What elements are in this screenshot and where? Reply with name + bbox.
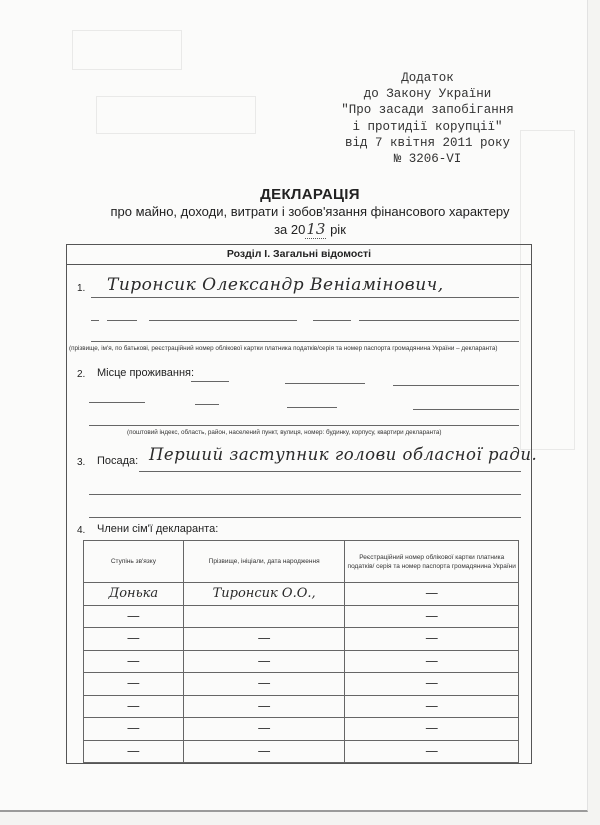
- position-label: Посада:: [97, 455, 139, 467]
- tax-id-cell: —: [345, 650, 519, 673]
- table-row: [84, 583, 519, 606]
- tax-id-cell: —: [345, 605, 519, 628]
- relation-cell: —: [84, 718, 184, 741]
- residence-field[interactable]: [287, 407, 337, 408]
- appendix-line: до Закону України: [363, 87, 492, 102]
- residence-label: Місце проживання:: [97, 367, 195, 379]
- declarant-name-field: Тиронсик Олександр Веніамінович,: [107, 275, 444, 295]
- relation-cell: —: [84, 740, 184, 763]
- relation-cell: —: [84, 650, 184, 673]
- document-subtitle: про майно, доходи, витрати і зобов'язання фінансового характеру: [110, 204, 510, 219]
- residence-field[interactable]: [413, 409, 519, 410]
- name-cell: Тиронсик О.О.,: [183, 583, 345, 606]
- law-appendix-header: [320, 70, 535, 167]
- table-row: [84, 650, 519, 673]
- family-members-table: [83, 540, 519, 763]
- item-number: 4.: [77, 525, 86, 536]
- residence-field[interactable]: [285, 383, 365, 384]
- item-number: 2.: [77, 369, 86, 380]
- item2-caption: (поштовий індекс, область, район, населений пункт, вулиця, номер: будинку, корпусу, квартири декларанта): [127, 429, 442, 436]
- document-title: ДЕКЛАРАЦІЯ: [260, 186, 360, 203]
- fill-line: [91, 297, 519, 298]
- table-row: [84, 740, 519, 763]
- name-cell: [183, 605, 345, 628]
- item-number: 1.: [77, 283, 86, 294]
- fill-line: [149, 320, 297, 321]
- declaration-year: [60, 220, 560, 238]
- name-cell: —: [183, 673, 345, 696]
- item-number: 3.: [77, 457, 86, 468]
- family-members-label: Члени сім'ї декларанта:: [97, 523, 219, 535]
- fill-line: [139, 471, 521, 472]
- relation-cell: —: [84, 695, 184, 718]
- appendix-line: від 7 квітня 2011 року: [344, 135, 511, 150]
- year-prefix: за 20: [274, 222, 306, 237]
- bleed-through-box: [96, 96, 256, 134]
- fill-line: [91, 341, 519, 342]
- section-heading: Розділ І. Загальні відомості: [67, 245, 531, 265]
- table-row: [84, 695, 519, 718]
- name-cell: —: [183, 718, 345, 741]
- appendix-line: "Про засади запобігання: [341, 103, 514, 118]
- table-row: [84, 718, 519, 741]
- relation-cell: Донька: [84, 583, 184, 606]
- residence-field[interactable]: [195, 404, 219, 405]
- fill-line: [89, 494, 521, 495]
- appendix-line: № 3206-VI: [393, 152, 462, 167]
- residence-field[interactable]: [393, 385, 519, 386]
- name-cell: —: [183, 650, 345, 673]
- name-cell: —: [183, 628, 345, 651]
- name-cell: —: [183, 740, 345, 763]
- fill-line: [89, 517, 521, 518]
- residence-field[interactable]: [191, 381, 229, 382]
- name-cell: —: [183, 695, 345, 718]
- table-row: [84, 605, 519, 628]
- residence-field[interactable]: [89, 402, 145, 403]
- year-suffix: рік: [330, 222, 346, 237]
- declaration-title-block: [60, 186, 560, 238]
- relation-cell: —: [84, 628, 184, 651]
- fill-line: [313, 320, 351, 321]
- relation-cell: —: [84, 605, 184, 628]
- fill-line: [359, 320, 519, 321]
- appendix-line: і протидії корупції": [352, 119, 503, 134]
- bleed-through-box: [72, 30, 182, 70]
- tax-id-cell: —: [345, 695, 519, 718]
- tax-id-cell: —: [345, 718, 519, 741]
- table-row: [84, 673, 519, 696]
- column-header-name: Прізвище, ініціали, дата народження: [183, 541, 345, 583]
- appendix-line: Додаток: [401, 71, 454, 85]
- residence-field[interactable]: [89, 425, 519, 426]
- tax-id-cell: —: [345, 673, 519, 696]
- tax-id-cell: —: [345, 740, 519, 763]
- year-handwritten: 13: [306, 220, 326, 238]
- column-header-relation: Ступінь зв'язку: [84, 541, 184, 583]
- section-general-info: [66, 244, 538, 764]
- position-field: Перший заступник голови обласної ради.: [149, 445, 538, 464]
- fill-line: [107, 320, 137, 321]
- table-header-row: [84, 541, 519, 583]
- table-row: [84, 628, 519, 651]
- column-header-tax-id: Реєстраційний номер облікової картки платника податків/ серія та номер паспорта громадянина України: [345, 541, 519, 583]
- fill-line: [91, 320, 99, 321]
- relation-cell: —: [84, 673, 184, 696]
- tax-id-cell: —: [345, 628, 519, 651]
- item1-caption: (прізвище, ім'я, по батькові, реєстраційний номер облікової картки платника податків/серія та номер паспорта громадянина України – декларанта): [69, 345, 498, 352]
- tax-id-cell: —: [345, 583, 519, 606]
